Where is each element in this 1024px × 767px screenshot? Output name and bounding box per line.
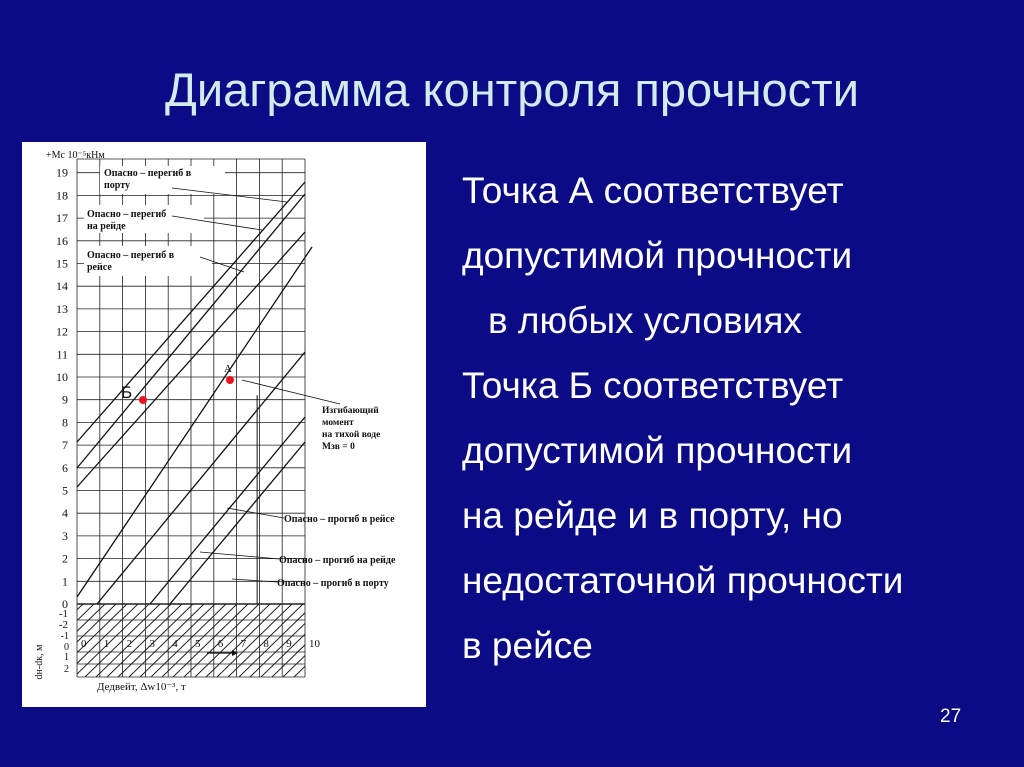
hatch-line: [22, 604, 83, 677]
y-tick-label: 10: [56, 370, 68, 384]
hatch-line: [126, 604, 204, 677]
y-tick-label: 3: [62, 528, 68, 543]
hatch-line: [261, 604, 336, 677]
lower-arrow-head: [232, 650, 238, 656]
y-tick-label: 16: [56, 233, 68, 248]
x-tick-label: 4: [172, 638, 178, 650]
y-tick-label: 6: [62, 460, 68, 475]
x-tick-label: 10: [309, 638, 320, 650]
x-tick-label: 8: [263, 638, 269, 650]
lower-tick-label: 1: [64, 652, 69, 663]
diagram-canvas: [22, 142, 426, 707]
y-tick-label: 14: [56, 279, 68, 294]
point-b: [139, 396, 147, 404]
point-b-label: Б: [121, 383, 133, 402]
text-line-2: допустимой прочности: [462, 235, 853, 276]
label-sag-voyage: Опасно – прогиб в рейсе: [284, 514, 395, 525]
label-sag-port: Опасно – прогиб в порту: [277, 578, 389, 589]
point-a: [226, 376, 234, 384]
text-line-6: на рейде и в порту, но: [462, 495, 843, 536]
y-axis-label: +Мс 10⁻⁵кНм: [46, 150, 105, 161]
label-moment: Мзв = 0: [322, 442, 355, 452]
y-tick-label: 0: [62, 597, 68, 611]
point-a-label: А: [224, 363, 232, 375]
y-tick-label: 7: [62, 438, 68, 453]
label-sag-roadstead: Опасно – прогиб на рейде: [279, 555, 396, 566]
text-line-3: в любых условиях: [488, 300, 802, 341]
y-tick-label: 2: [62, 551, 68, 566]
text-line-7: недостаточной прочности: [462, 560, 904, 601]
y-tick-label: 9: [62, 392, 68, 407]
y-tick-label: 15: [56, 256, 68, 271]
text-line-1: Точка А соответствует: [462, 170, 844, 211]
label-moment: момент: [322, 418, 354, 428]
y-tick-label: 1: [62, 574, 68, 589]
label-moment: Изгибающий: [322, 406, 379, 416]
lower-tick-label: 2: [64, 664, 69, 675]
x-tick-label: 0: [81, 638, 87, 650]
text-line-8: в рейсе: [462, 625, 593, 666]
hatch-area: [22, 604, 380, 677]
label-moment: на тихой воде: [322, 430, 381, 440]
hatch-line: [151, 604, 226, 677]
y-tick-label: -1: [58, 608, 68, 620]
y-tick-label: 19: [56, 165, 68, 180]
y-tick-label: 12: [56, 324, 68, 339]
label-hog-roadstead: на рейде: [87, 221, 126, 232]
x-tick-label: 6: [217, 638, 224, 650]
lower-axis-label: dн-dк, м: [34, 644, 45, 680]
y-tick-label: 11: [56, 347, 68, 362]
hatch-line: [283, 604, 358, 677]
explanation-text: [462, 158, 1022, 678]
lower-tick-label: 0: [64, 642, 69, 653]
x-tick-label: 9: [286, 638, 292, 650]
label-hog-voyage: Опасно – перегиб в: [87, 250, 175, 261]
strength-diagram: [22, 142, 426, 707]
y-tick-label: -2: [58, 619, 68, 631]
y-tick-label: 8: [62, 415, 68, 430]
hatch-line: [217, 604, 292, 677]
label-hog-roadstead: Опасно – перегиб: [87, 209, 167, 220]
x-tick-label: 3: [149, 638, 155, 650]
page-number: 27: [940, 706, 962, 727]
leader-line: [200, 552, 279, 559]
label-hog-port: порту: [104, 180, 130, 191]
hatch-line: [195, 604, 270, 677]
x-tick-label: 2: [126, 638, 133, 650]
slide-title: Диаграмма контроля прочности: [165, 63, 859, 116]
y-tick-label: 4: [62, 506, 68, 521]
x-axis-label: Дедвейт, Δw10⁻³, т: [97, 681, 186, 693]
hatch-line: [239, 604, 314, 677]
lower-tick-label: -1: [60, 631, 69, 642]
label-hog-port: Опасно – перегиб в: [104, 168, 192, 179]
label-hog-voyage: рейсе: [87, 262, 112, 273]
y-tick-label: 18: [56, 188, 68, 203]
y-tick-label: 13: [56, 301, 68, 316]
hatch-line: [107, 604, 182, 677]
text-line-5: допустимой прочности: [462, 430, 853, 471]
x-tick-label: 5: [195, 638, 201, 650]
y-tick-label: 5: [62, 483, 68, 498]
y-tick-label: 17: [56, 211, 68, 226]
text-line-4: Точка Б соответствует: [462, 365, 844, 406]
x-tick-label: 1: [103, 638, 110, 650]
x-tick-label: 7: [240, 638, 247, 650]
